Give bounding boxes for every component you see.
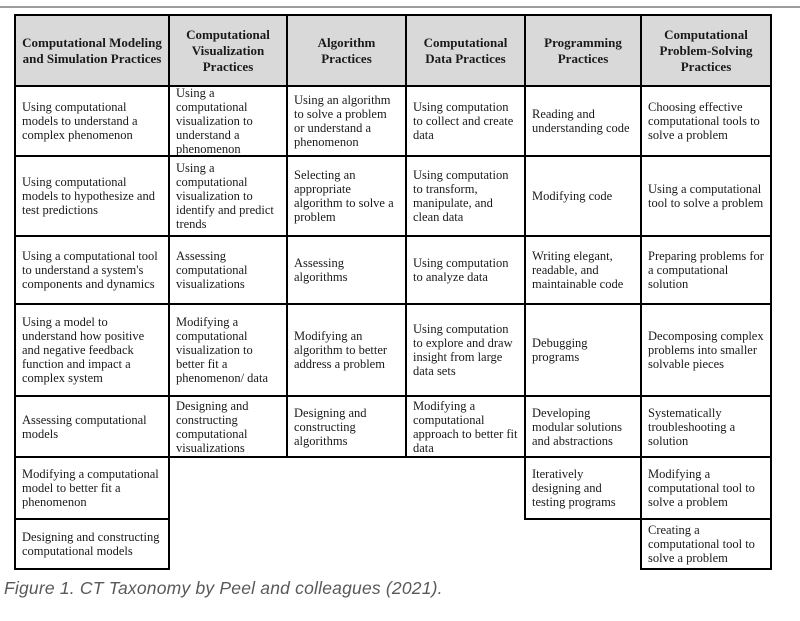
table-cell: Preparing problems for a computational solution (640, 235, 772, 305)
table-column-6 (640, 14, 772, 570)
table-cell: Using computational models to hypothesize and test predictions (14, 155, 170, 237)
table-cell: Designing and constructing computational models (14, 518, 170, 570)
table-cell: Choosing effective computational tools to solve a problem (640, 85, 772, 157)
table-cell: Using a model to understand how positive and negative feedback function and impact a complex system (14, 303, 170, 397)
table-cell: Designing and constructing algorithms (286, 395, 407, 458)
table-cell: Reading and understanding code (524, 85, 642, 157)
taxonomy-table (14, 14, 772, 570)
table-cell: Using computation to collect and create data (405, 85, 526, 157)
table-column-2 (168, 14, 288, 458)
table-cell: Using computation to analyze data (405, 235, 526, 305)
table-cell: Using a computational tool to solve a problem (640, 155, 772, 237)
table-column-3 (286, 14, 407, 458)
column-header: Programming Practices (524, 14, 642, 87)
table-cell: Using an algorithm to solve a problem or understand a phenomenon (286, 85, 407, 157)
table-cell: Modifying a computational model to better fit a phenomenon (14, 456, 170, 520)
table-cell: Modifying an algorithm to better address a problem (286, 303, 407, 397)
table-cell: Modifying code (524, 155, 642, 237)
table-cell: Writing elegant, readable, and maintainable code (524, 235, 642, 305)
table-cell: Iteratively designing and testing programs (524, 456, 642, 520)
table-cell: Using a computational tool to understand a system's components and dynamics (14, 235, 170, 305)
table-column-4 (405, 14, 526, 458)
table-cell: Assessing computational models (14, 395, 170, 458)
table-cell: Selecting an appropriate algorithm to solve a problem (286, 155, 407, 237)
table-cell: Debugging programs (524, 303, 642, 397)
figure-caption: Figure 1. CT Taxonomy by Peel and colleagues (2021). (4, 578, 443, 598)
column-header: Computational Data Practices (405, 14, 526, 87)
table-cell: Modifying a computational approach to better fit data (405, 395, 526, 458)
table-cell: Modifying a computational tool to solve a problem (640, 456, 772, 520)
table-cell: Creating a computational tool to solve a problem (640, 518, 772, 570)
table-column-5 (524, 14, 642, 520)
column-header: Computational Visualization Practices (168, 14, 288, 87)
table-cell: Decomposing complex problems into smaller solvable pieces (640, 303, 772, 397)
table-cell: Using computation to transform, manipulate, and clean data (405, 155, 526, 237)
table-cell: Assessing algorithms (286, 235, 407, 305)
table-cell: Using computation to explore and draw insight from large data sets (405, 303, 526, 397)
table-column-1 (14, 14, 170, 570)
table-cell: Designing and constructing computational visualizations (168, 395, 288, 458)
column-header: Computational Modeling and Simulation Practices (14, 14, 170, 87)
table-cell: Using computational models to understand a complex phenomenon (14, 85, 170, 157)
table-cell: Using a computational visualization to understand a phenomenon (168, 85, 288, 157)
column-header: Algorithm Practices (286, 14, 407, 87)
table-cell: Assessing computational visualizations (168, 235, 288, 305)
column-header: Computational Problem-Solving Practices (640, 14, 772, 87)
table-cell: Modifying a computational visualization to better fit a phenomenon/ data (168, 303, 288, 397)
table-cell: Systematically troubleshooting a solution (640, 395, 772, 458)
table-cell: Developing modular solutions and abstractions (524, 395, 642, 458)
top-rule (0, 6, 800, 8)
table-cell: Using a computational visualization to identify and predict trends (168, 155, 288, 237)
